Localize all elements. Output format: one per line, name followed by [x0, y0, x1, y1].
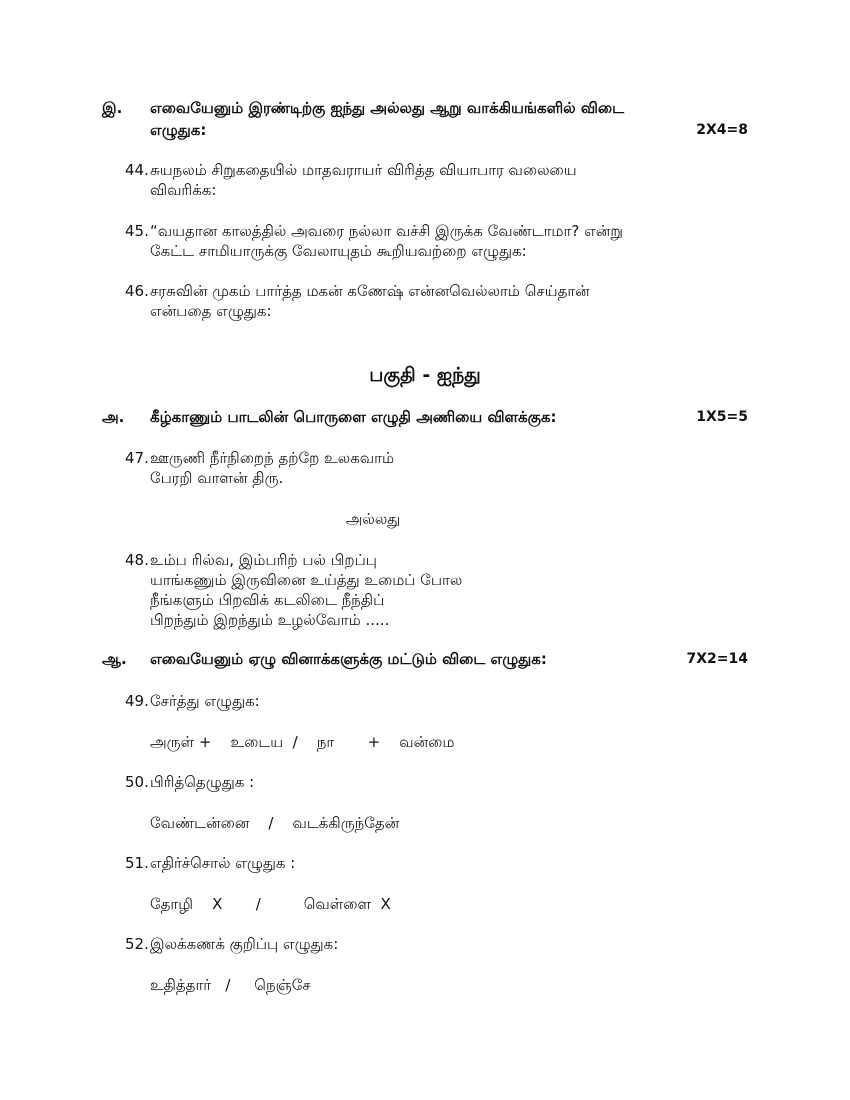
question-52-prompt: இலக்கணக் குறிப்பு எழுதுக: — [150, 935, 339, 953]
question-48-number: 48. — [125, 551, 149, 569]
question-47-number: 47. — [125, 449, 149, 467]
question-46-number: 46. — [125, 282, 149, 300]
question-51-answer-line: தோழி X / வெள்ளை X — [150, 895, 391, 913]
question-50-number: 50. — [125, 773, 149, 791]
question-50-prompt: பிரித்தெழுதுக : — [150, 773, 255, 791]
question-52-answer-line: உதித்தார் / நெஞ்சே — [150, 976, 311, 994]
section-a-instruction: கீழ்காணும் பாடலின் பொருளை எழுதி அணியை விளக்குக: — [150, 408, 557, 426]
section-e-instruction-line2: எழுதுக: — [150, 121, 207, 139]
part-title: பகுதி - ஐந்து — [369, 364, 481, 386]
section-aa-label: ஆ. — [102, 650, 127, 668]
question-45-line2: கேட்ட சாமியாருக்கு வேலாயுதம் கூறியவற்றை எழுதுக: — [150, 242, 527, 260]
or-text: அல்லது — [345, 510, 401, 528]
question-49-number: 49. — [125, 692, 149, 710]
question-52-number: 52. — [125, 935, 149, 953]
question-50-answer-line: வேண்டன்னை / வடக்கிருந்தேன் — [150, 814, 400, 832]
section-aa-marks: 7X2=14 — [686, 651, 748, 667]
question-48-line1: உம்ப ரில்வ, இம்பரிற் பல் பிறப்பு — [150, 551, 377, 569]
question-49-answer-line: அருள் + உடைய / நா + வன்மை — [150, 733, 455, 751]
question-44-line2: விவரிக்க: — [150, 181, 217, 199]
section-e-label: இ. — [102, 99, 123, 117]
section-e-instruction-line1: எவையேனும் இரண்டிற்கு ஐந்து அல்லது ஆறு வாக்கியங்களில் விடை — [150, 99, 625, 117]
question-47-line1: ஊருணி நீர்நிறைந் தற்றே உலகவாம் — [150, 449, 395, 467]
question-48-line4: பிறந்தும் இறந்தும் உழல்வோம் ..... — [150, 611, 390, 629]
question-49-prompt: சேர்த்து எழுதுக: — [150, 692, 260, 710]
question-47-line2: பேரறி வாளன் திரு. — [150, 469, 284, 487]
section-aa-instruction: எவையேனும் ஏழு வினாக்களுக்கு மட்டும் விடை எழுதுக: — [150, 650, 547, 668]
question-46-line2: என்பதை எழுதுக: — [150, 302, 272, 320]
section-e-marks: 2X4=8 — [696, 122, 748, 138]
question-46-line1: சரசுவின் முகம் பார்த்த மகன் கணேஷ் என்னவெல்லாம் செய்தான் — [150, 282, 590, 300]
question-51-prompt: எதிர்ச்சொல் எழுதுக : — [150, 854, 296, 872]
question-48-line2: யாங்கணும் இருவினை உய்த்து உமைப் போல — [150, 571, 463, 589]
question-45-line1: “வயதான காலத்தில் அவரை நல்லா வச்சி இருக்க வேண்டாமா? என்று — [150, 222, 623, 240]
question-44-number: 44. — [125, 161, 149, 179]
question-44-line1: சுயநலம் சிறுகதையில் மாதவராயர் விரித்த வியாபார வலையை — [150, 161, 577, 179]
question-45-number: 45. — [125, 222, 149, 240]
question-51-number: 51. — [125, 854, 149, 872]
section-a-marks: 1X5=5 — [696, 409, 748, 425]
section-a-label: அ. — [102, 408, 125, 426]
question-48-line3: நீங்களும் பிறவிக் கடலிடை நீந்திப் — [150, 591, 385, 609]
